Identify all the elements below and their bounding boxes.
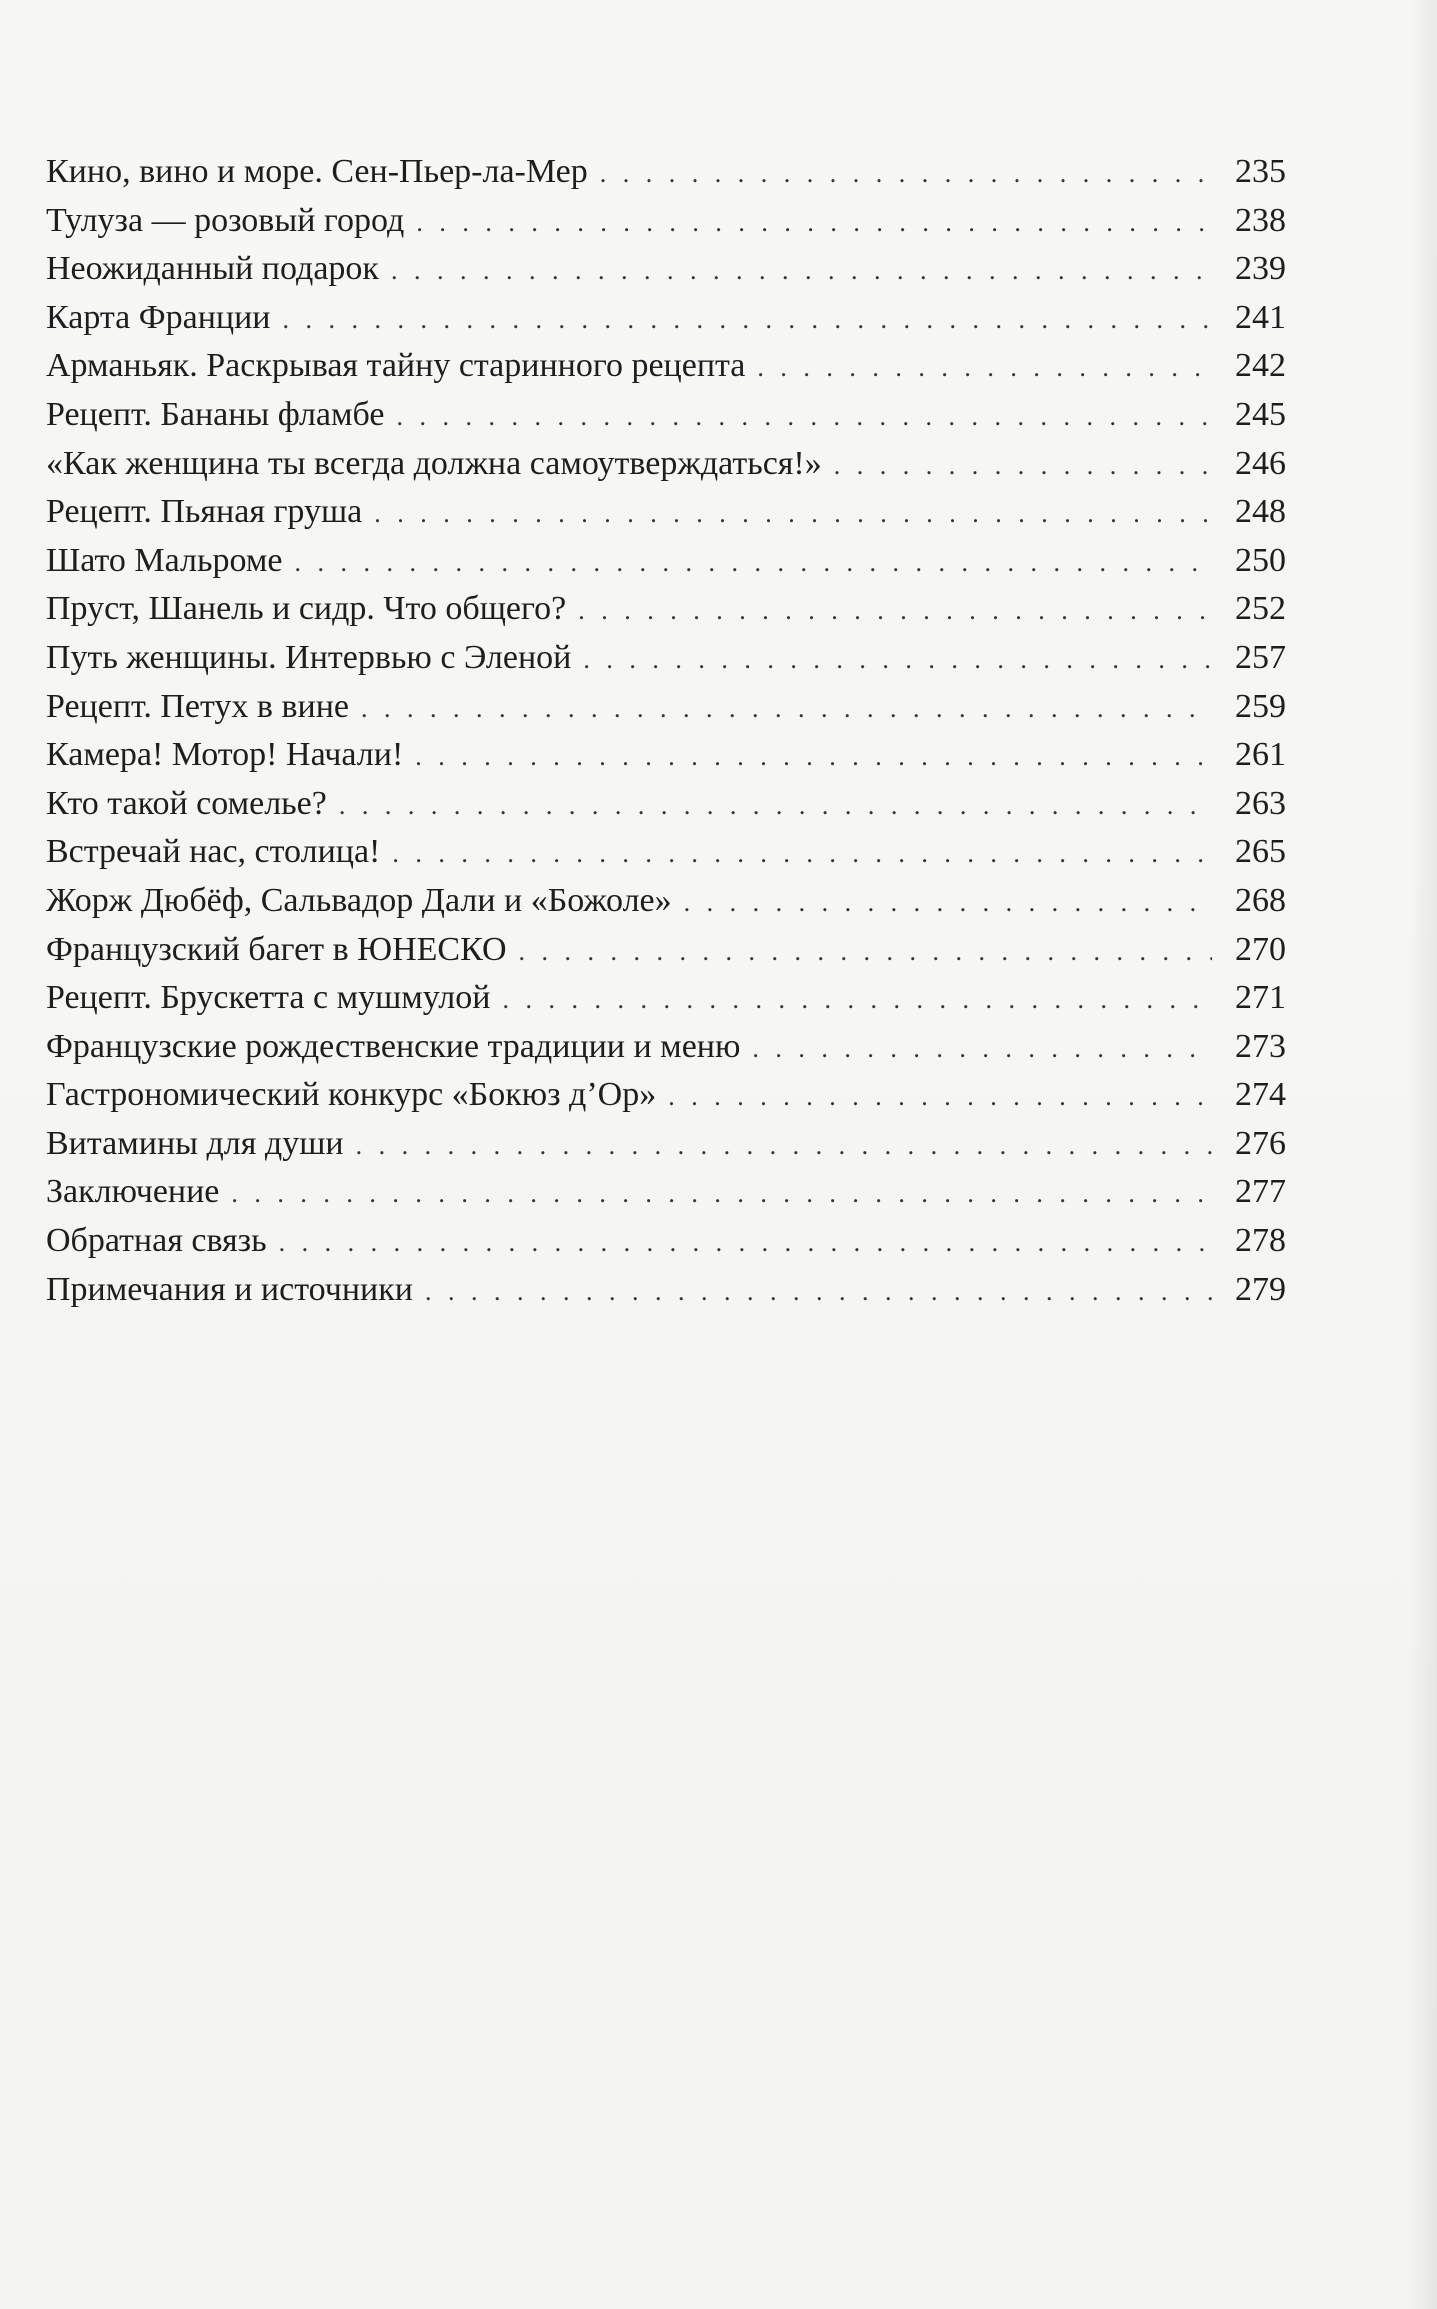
toc-entry-title: Французский багет в ЮНЕСКО	[46, 930, 507, 968]
toc-entry-title: Неожиданный подарок	[46, 250, 379, 288]
toc-entry-page-number: 235	[1235, 153, 1286, 190]
toc-leader-dots	[668, 1073, 1212, 1122]
toc-entry-title: Заключение	[46, 1173, 220, 1211]
toc-entry-title: Обратная связь	[46, 1222, 267, 1260]
toc-entry-page-number: 257	[1235, 638, 1286, 676]
toc-entry-page-number: 276	[1235, 1124, 1286, 1162]
toc-entry-page-number: 268	[1235, 881, 1286, 919]
toc-entry	[46, 391, 1286, 440]
toc-entry-title: Карта Франции	[46, 298, 271, 336]
toc-leader-dots	[396, 393, 1212, 442]
toc-entry-page-number: 242	[1235, 347, 1286, 385]
toc-leader-dots	[600, 150, 1212, 199]
toc-leader-dots	[339, 782, 1212, 831]
toc-entry-title: Кто такой сомелье?	[46, 784, 327, 822]
toc-entry-title: «Как женщина ты всегда должна самоутверждаться!»	[46, 444, 822, 482]
table-of-contents	[46, 148, 1286, 1314]
toc-leader-dots	[392, 830, 1212, 879]
toc-leader-dots	[519, 928, 1213, 977]
toc-entry	[46, 828, 1286, 877]
toc-entry-title: Французские рождественские традиции и меню	[46, 1027, 741, 1065]
toc-entry-page-number: 259	[1235, 687, 1286, 725]
toc-leader-dots	[391, 247, 1212, 296]
toc-entry	[46, 245, 1286, 294]
toc-leader-dots	[583, 636, 1212, 685]
toc-entry-page-number: 278	[1235, 1222, 1286, 1260]
toc-entry-title: Камера! Мотор! Начали!	[46, 736, 404, 774]
toc-entry-title: Рецепт. Бананы фламбе	[46, 395, 385, 433]
toc-leader-dots	[757, 344, 1212, 393]
toc-entry	[46, 1266, 1286, 1315]
toc-leader-dots	[374, 490, 1212, 539]
toc-entry	[46, 1217, 1286, 1266]
toc-entry	[46, 197, 1286, 246]
toc-leader-dots	[425, 1268, 1212, 1317]
toc-entry-title: Арманьяк. Раскрывая тайну старинного рецепта	[46, 347, 746, 385]
toc-entry-page-number: 279	[1235, 1270, 1286, 1308]
toc-entry-title: Пруст, Шанель и сидр. Что общего?	[46, 590, 567, 628]
toc-entry-page-number: 248	[1235, 493, 1286, 531]
toc-leader-dots	[361, 685, 1212, 734]
toc-entry-title: Встречай нас, столица!	[46, 833, 381, 871]
toc-entry-page-number: 274	[1235, 1076, 1286, 1114]
toc-leader-dots	[356, 1122, 1212, 1171]
toc-entry	[46, 440, 1286, 489]
toc-entry	[46, 731, 1286, 780]
toc-entry-page-number: 277	[1235, 1173, 1286, 1211]
toc-entry-page-number: 238	[1235, 201, 1286, 239]
toc-entry	[46, 926, 1286, 975]
toc-entry	[46, 294, 1286, 343]
toc-entry-page-number: 270	[1235, 930, 1286, 968]
toc-entry	[46, 1168, 1286, 1217]
toc-leader-dots	[502, 976, 1212, 1025]
toc-entry-title: Витамины для души	[46, 1124, 344, 1162]
toc-entry-page-number: 263	[1235, 784, 1286, 822]
toc-entry-title: Рецепт. Петух в вине	[46, 687, 349, 725]
toc-entry	[46, 1120, 1286, 1169]
toc-entry-title: Примечания и источники	[46, 1270, 413, 1308]
toc-leader-dots	[294, 539, 1212, 588]
toc-entry	[46, 342, 1286, 391]
toc-entry-page-number: 250	[1235, 541, 1286, 579]
toc-entry	[46, 537, 1286, 586]
toc-entry	[46, 1023, 1286, 1072]
toc-entry-title: Рецепт. Брускетта с мушмулой	[46, 979, 491, 1017]
toc-entry-page-number: 239	[1235, 250, 1286, 288]
page-edge-shadow	[1409, 0, 1437, 2309]
toc-entry-page-number: 271	[1235, 979, 1286, 1017]
toc-entry	[46, 634, 1286, 683]
toc-entry	[46, 780, 1286, 829]
toc-entry	[46, 585, 1286, 634]
toc-entry	[46, 148, 1286, 197]
toc-leader-dots	[415, 733, 1212, 782]
toc-entry-title: Тулуза — розовый город	[46, 201, 405, 239]
toc-entry-page-number: 245	[1235, 395, 1286, 433]
toc-entry-page-number: 241	[1235, 298, 1286, 336]
toc-entry-page-number: 265	[1235, 833, 1286, 871]
toc-entry-page-number: 261	[1235, 736, 1286, 774]
toc-entry	[46, 877, 1286, 926]
toc-entry	[46, 683, 1286, 732]
toc-entry-title: Путь женщины. Интервью с Эленой	[46, 638, 572, 676]
toc-leader-dots	[279, 1219, 1212, 1268]
toc-leader-dots	[752, 1025, 1212, 1074]
toc-entry	[46, 1071, 1286, 1120]
toc-entry-page-number: 252	[1235, 590, 1286, 628]
toc-entry-page-number: 246	[1235, 444, 1286, 482]
toc-leader-dots	[231, 1170, 1212, 1219]
toc-entry	[46, 974, 1286, 1023]
toc-leader-dots	[282, 296, 1212, 345]
toc-entry-title: Шато Мальроме	[46, 541, 283, 579]
toc-leader-dots	[834, 442, 1212, 491]
toc-entry-page-number: 273	[1235, 1027, 1286, 1065]
toc-leader-dots	[578, 587, 1212, 636]
toc-entry-title: Кино, вино и море. Сен-Пьер-ла-Мер	[46, 153, 588, 190]
toc-leader-dots	[416, 199, 1212, 248]
toc-leader-dots	[684, 879, 1212, 928]
toc-entry	[46, 488, 1286, 537]
toc-entry-title: Жорж Дюбёф, Сальвадор Дали и «Божоле»	[46, 881, 672, 919]
toc-entry-title: Рецепт. Пьяная груша	[46, 493, 363, 531]
toc-entry-title: Гастрономический конкурс «Бокюз д’Ор»	[46, 1076, 657, 1114]
